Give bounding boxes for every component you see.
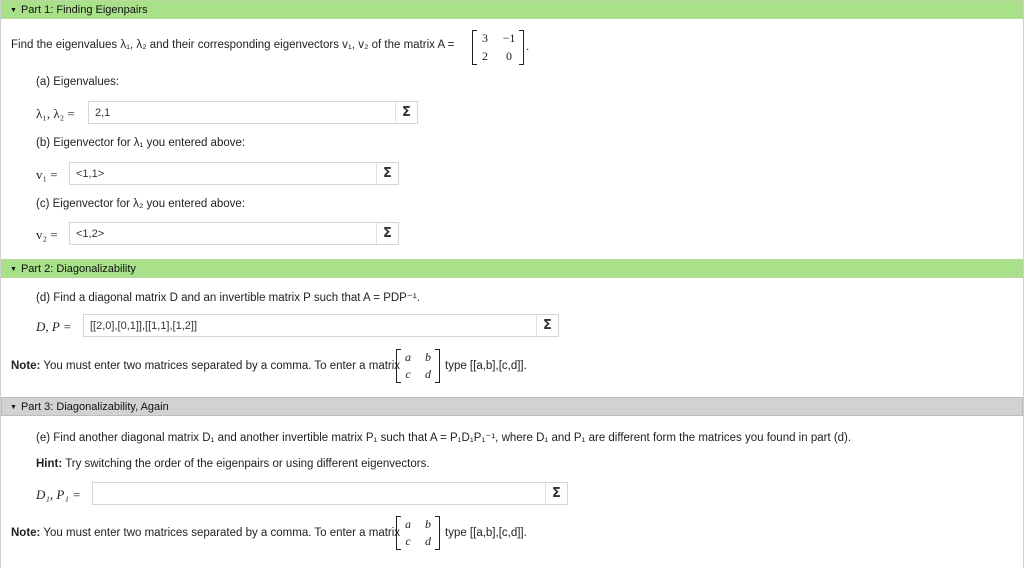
diagonal-input[interactable] [84, 315, 536, 336]
another-diagonal-input[interactable] [93, 483, 545, 504]
part-1: ▼ Part 1: Finding Eigenpairs Find the eigenvalues λ₁, λ₂ and their corresponding eigenvectors v₁, v₂ of the matrix A = 3 −1 2 0 . (a) Eigenvalues: λ₁, λ₂ = 2,1 Σ (b) Eigenvector for λ₁ you entered above: v₁ = <1,1> Σ (c) Eigenvector for λ₂ you entered above: v₂ = <1,2> Σ [0, 0, 1024, 259]
sigma-icon[interactable]: Σ [545, 483, 567, 504]
eigenvector-1-field [69, 162, 399, 185]
part-2-header[interactable] [1, 259, 1023, 278]
eigenvalues-label: (a) Eigenvalues: [36, 76, 120, 88]
note-matrix [396, 349, 440, 383]
note-matrix-cell: a [405, 517, 411, 531]
note-tail: type [[a,b],[c,d]]. [445, 527, 527, 539]
sigma-icon[interactable]: Σ [395, 102, 417, 123]
another-diagonal-field [92, 482, 568, 505]
diagonal-field [83, 314, 559, 337]
eigenvector-1-input[interactable] [70, 163, 376, 184]
matrix-a-cell: 0 [506, 49, 512, 63]
note-matrix-cell: d [425, 367, 431, 381]
part-2 [0, 259, 1024, 397]
note-text: You must enter two matrices separated by a comma. To enter a matrix [43, 360, 401, 372]
matrix-a-cell: −1 [502, 31, 516, 45]
eigenvector-2-var: v₂ = [36, 227, 58, 242]
matrix-format-note [11, 527, 400, 539]
sigma-icon[interactable]: Σ [376, 223, 398, 244]
note-matrix-cell: c [405, 367, 411, 381]
eigenvector-2-label: (c) Eigenvector for λ₂ you entered above: [36, 198, 246, 210]
eigenvalues-field [88, 101, 418, 124]
hint [36, 458, 430, 470]
note-matrix-cell: c [405, 534, 411, 548]
note-matrix-cell: b [425, 350, 431, 364]
hint-bold: Hint: [36, 458, 63, 470]
part-1-title: Part 1: Finding Eigenpairs [20, 4, 148, 16]
triangle-down-icon: ▼ [10, 7, 17, 14]
triangle-down-icon: ▼ [10, 266, 17, 273]
matrix-a [472, 30, 524, 65]
sigma-icon[interactable]: Σ [376, 163, 398, 184]
diagonal-question: (d) Find a diagonal matrix D and an invertible matrix P such that A = PDP⁻¹. [36, 292, 420, 304]
note-text: You must enter two matrices separated by a comma. To enter a matrix [43, 527, 401, 539]
part-1-header[interactable] [1, 0, 1023, 19]
another-diagonal-var: D₁, P₁ = [36, 487, 81, 502]
note-matrix-cell: b [425, 517, 431, 531]
eigenvalues-var: λ₁, λ₂ = [36, 106, 75, 121]
eigenvector-1-label: (b) Eigenvector for λ₁ you entered above: [36, 137, 246, 149]
matrix-format-note [11, 360, 400, 372]
part-3 [0, 397, 1024, 568]
matrix-a-cell: 3 [482, 31, 488, 45]
part-3-title: Part 3: Diagonalizability, Again [20, 401, 169, 413]
eigenvector-1-var: v₁ = [36, 167, 58, 182]
part-3-header[interactable] [1, 397, 1023, 416]
note-matrix [396, 516, 440, 550]
part-2-title: Part 2: Diagonalizability [20, 263, 136, 275]
part-1-intro: Find the eigenvalues λ₁, λ₂ and their corresponding eigenvectors v₁, v₂ of the matrix A = [11, 39, 455, 51]
note-matrix-cell: a [405, 350, 411, 364]
another-diagonal-question: (e) Find another diagonal matrix D₁ and another invertible matrix P₁ such that A = P₁D₁P₁⁻¹, where D₁ and P₁ are different form the matrices you found in part (d). [36, 432, 852, 444]
note-bold: Note: [11, 527, 41, 539]
note-bold: Note: [11, 360, 41, 372]
note-tail: type [[a,b],[c,d]]. [445, 360, 527, 372]
sigma-icon[interactable]: Σ [536, 315, 558, 336]
diagonal-var: D, P = [36, 319, 72, 334]
eigenvector-2-field [69, 222, 399, 245]
triangle-down-icon: ▼ [10, 404, 17, 411]
eigenvalues-input[interactable] [89, 102, 395, 123]
matrix-a-cell: 2 [482, 49, 488, 63]
hint-text: Try switching the order of the eigenpairs or using different eigenvectors. [65, 458, 430, 470]
note-matrix-cell: d [425, 534, 431, 548]
eigenvector-2-input[interactable] [70, 223, 376, 244]
